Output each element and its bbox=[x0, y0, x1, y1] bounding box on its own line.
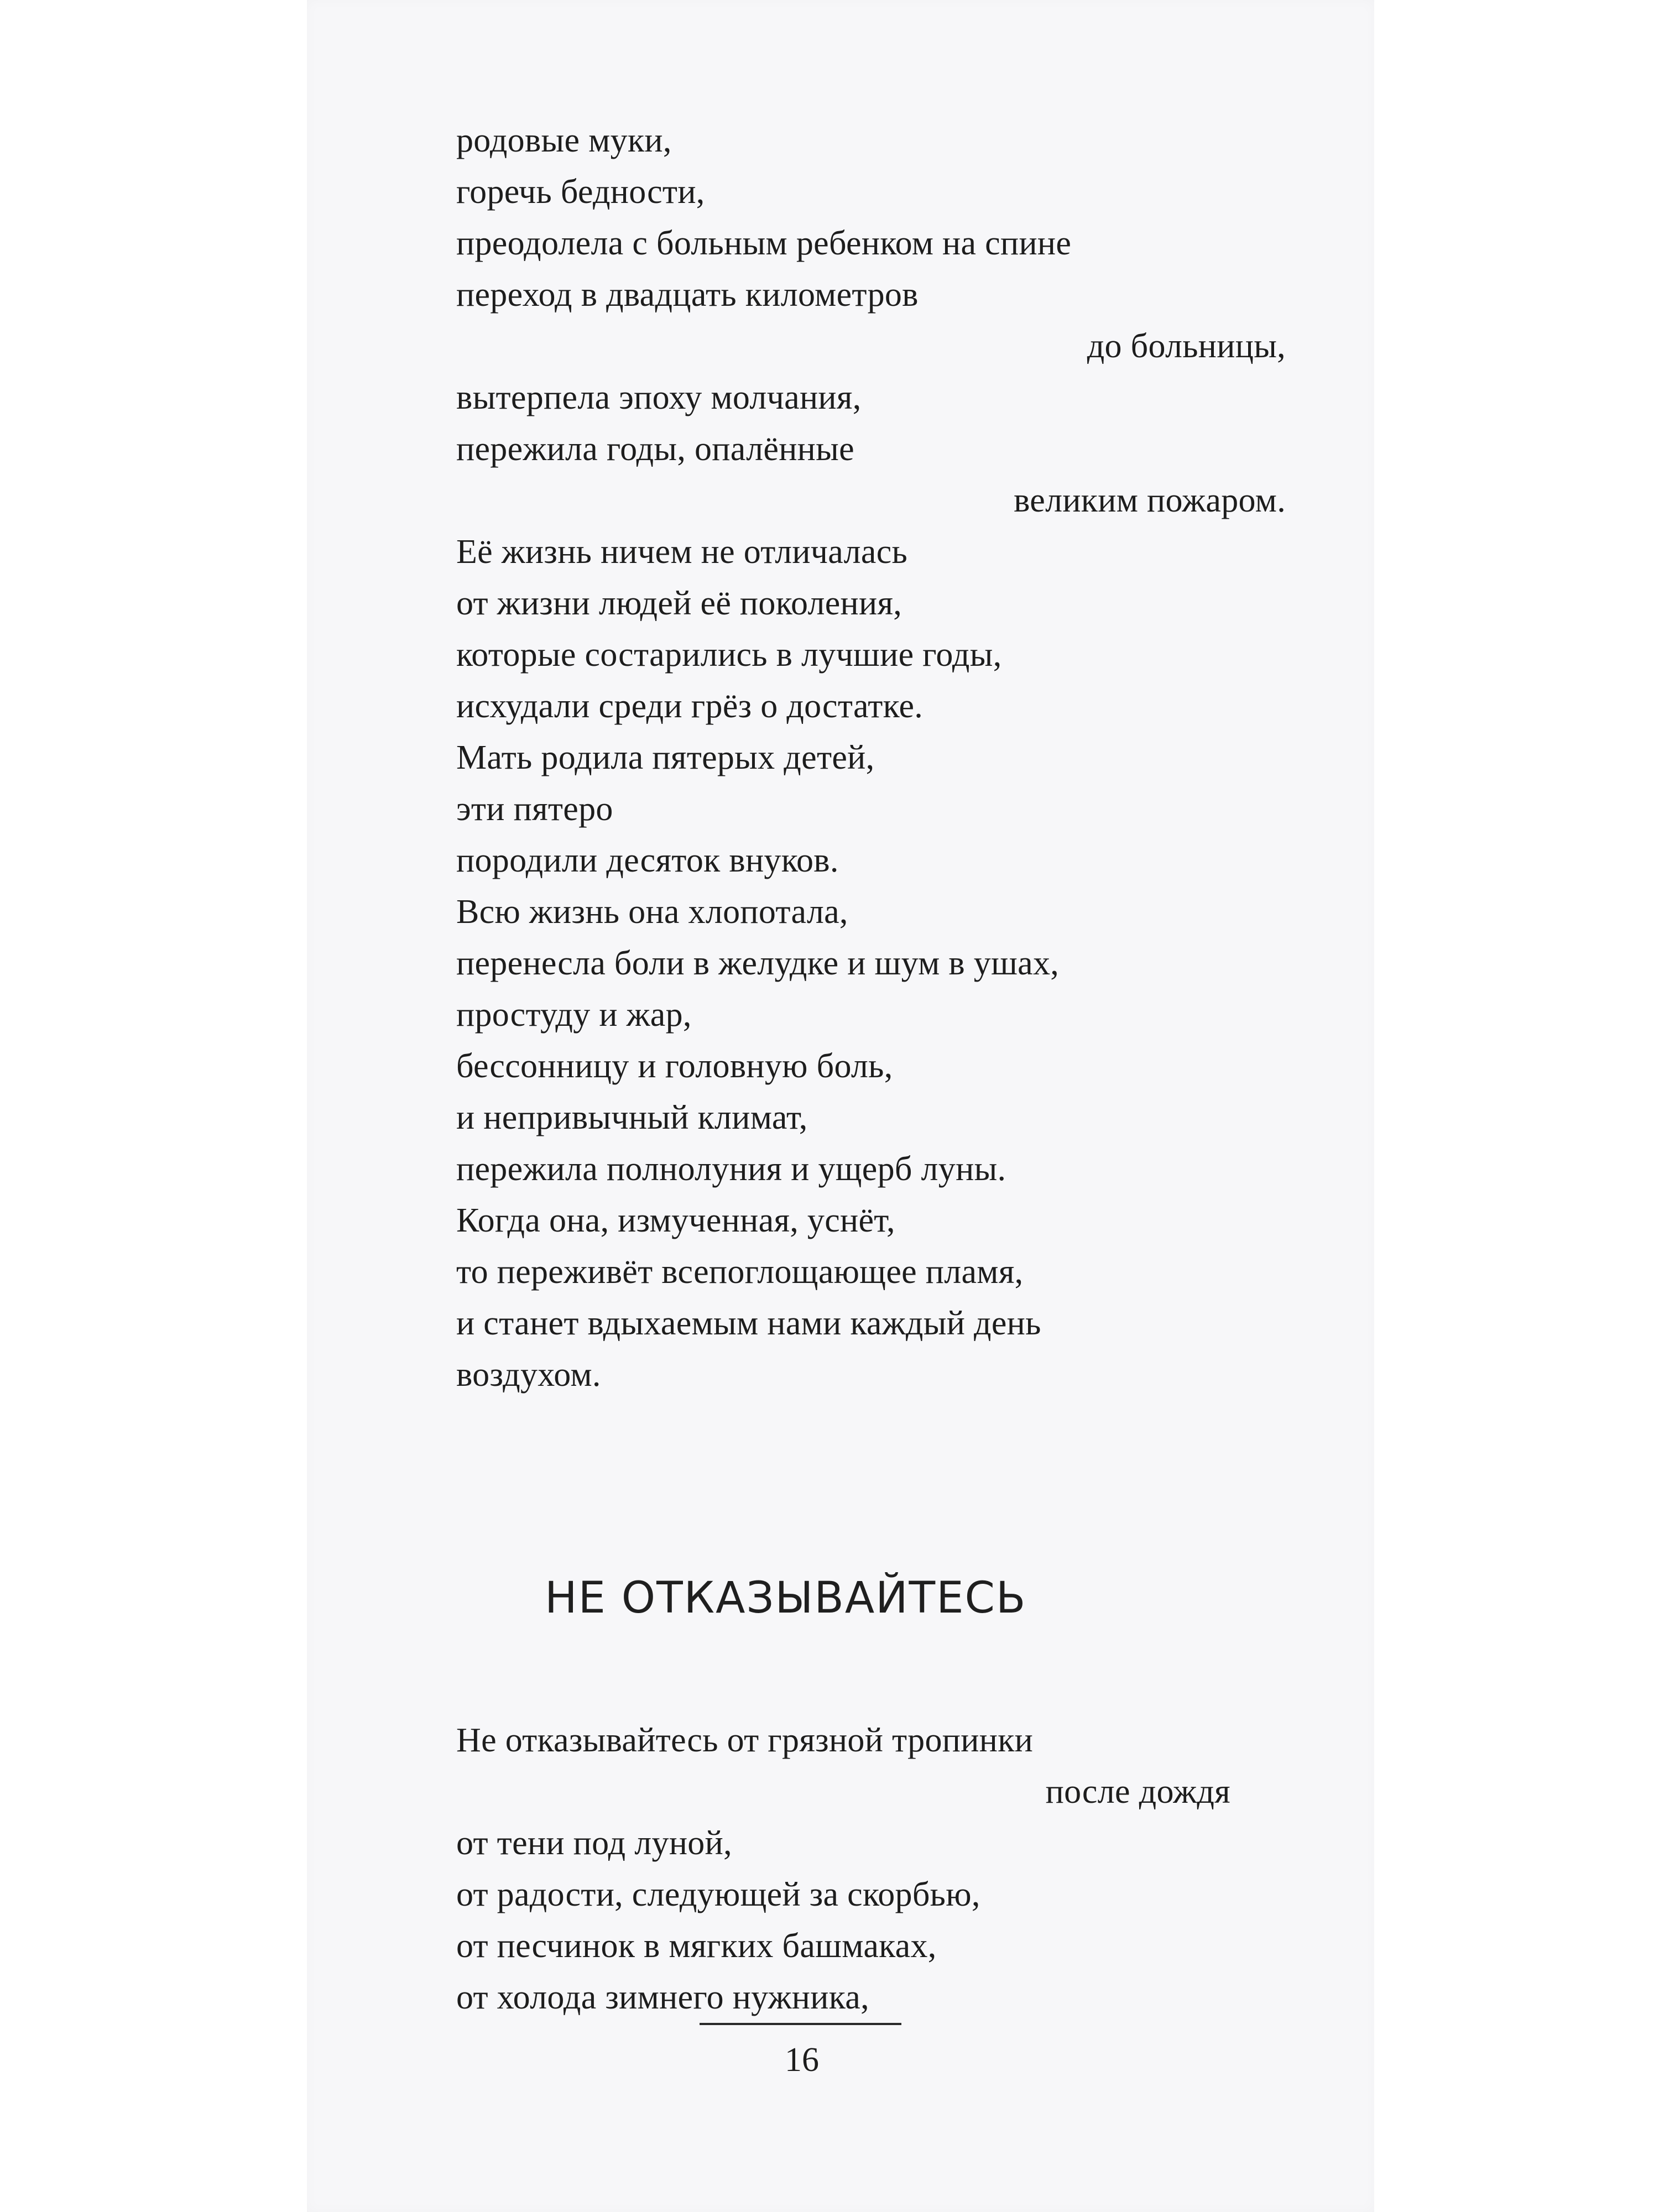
poem-line: Когда она, измученная, уснёт, bbox=[456, 1202, 895, 1239]
poem-line: эти пятеро bbox=[456, 790, 613, 828]
poem-continued bbox=[456, 115, 1286, 1401]
poem-line: от радости, следующей за скорбью, bbox=[456, 1876, 980, 1913]
poem-line: до больницы, bbox=[1087, 327, 1286, 365]
poem-line: Всю жизнь она хлопотала, bbox=[456, 893, 848, 931]
poem-line: породили десяток внуков. bbox=[456, 842, 839, 879]
poem-line: воздухом. bbox=[456, 1356, 601, 1394]
poem-line: пережила полнолуния и ущерб луны. bbox=[456, 1150, 1006, 1188]
poem-line: родовые муки, bbox=[456, 122, 672, 159]
poem-line: горечь бедности, bbox=[456, 173, 705, 211]
poem-line: исхудали среди грёз о достатке. bbox=[456, 687, 924, 725]
poem-line: то переживёт всепоглощающее пламя, bbox=[456, 1253, 1024, 1291]
poem-title: НЕ ОТКАЗЫВАЙТЕСЬ bbox=[545, 1573, 1027, 1623]
poem-line: от жизни людей её поколения, bbox=[456, 585, 902, 622]
poem-line: преодолела с больным ребенком на спине bbox=[456, 225, 1072, 262]
poem-line: от тени под луной, bbox=[456, 1824, 732, 1862]
poem-line: Мать родила пятерых детей, bbox=[456, 739, 875, 776]
poem-line: после дождя bbox=[1045, 1773, 1230, 1811]
poem-line: и станет вдыхаемым нами каждый день bbox=[456, 1305, 1041, 1342]
poem-line: переход в двадцать километров bbox=[456, 276, 919, 314]
poem-line: перенесла боли в желудке и шум в ушах, bbox=[456, 945, 1060, 982]
poem-line: вытерпела эпоху молчания, bbox=[456, 379, 862, 416]
poem-line: простуду и жар, bbox=[456, 996, 692, 1034]
poem-line: и непривычный климат, bbox=[456, 1099, 808, 1136]
page-number: 16 bbox=[785, 2041, 819, 2079]
poem-next bbox=[456, 1715, 1230, 2023]
poem-line: бессонницу и головную боль, bbox=[456, 1047, 893, 1085]
poem-line: от песчинок в мягких башмаках, bbox=[456, 1927, 937, 1965]
poem-line: Не отказывайтесь от грязной тропинки bbox=[456, 1721, 1034, 1759]
poem-line: пережила годы, опалённые bbox=[456, 430, 854, 468]
poem-line: Её жизнь ничем не отличалась bbox=[456, 533, 908, 571]
footer-rule bbox=[700, 2023, 901, 2025]
poem-line: которые состарились в лучшие годы, bbox=[456, 636, 1002, 674]
poem-line: великим пожаром. bbox=[1014, 482, 1286, 519]
poem-line: от холода зимнего нужника, bbox=[456, 1979, 869, 2016]
